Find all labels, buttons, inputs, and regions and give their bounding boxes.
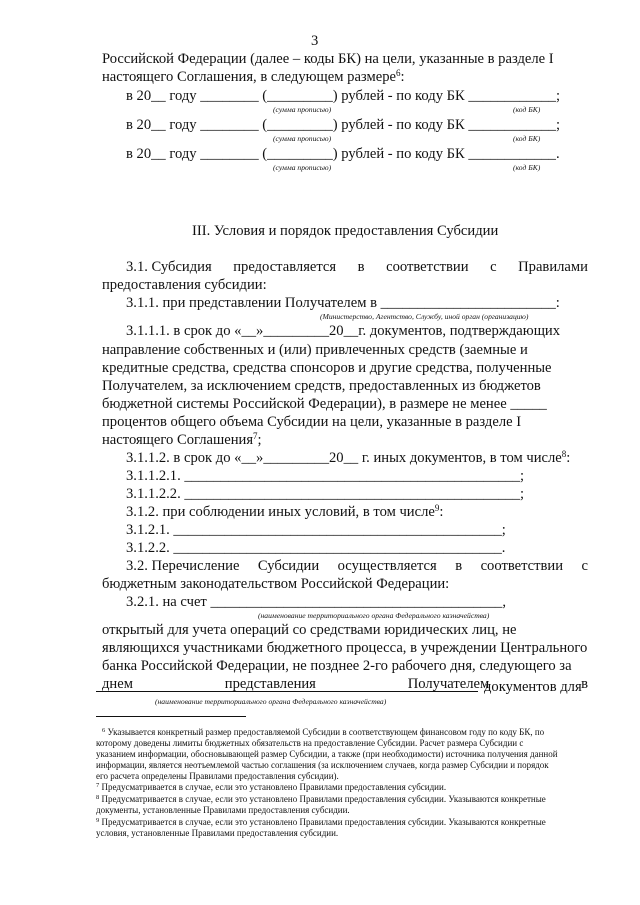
footnote-ref-9: 9 — [434, 503, 440, 513]
intro-line-2 — [102, 68, 405, 86]
p321-l4-w3: Получателем — [407, 676, 490, 692]
code-hint-1: (код БК) — [513, 105, 541, 114]
p312-end: : — [439, 504, 444, 520]
p31-w6: Правилами — [518, 259, 588, 275]
p3111-line-4: Получателем, за исключением средств, предоставленных из бюджетов — [102, 378, 541, 394]
p3111-line-7-end: ; — [257, 432, 262, 448]
p32-line-1 — [126, 557, 588, 575]
sum-hint-1: (сумма прописью) — [273, 105, 332, 114]
p3111-line-3: кредитные средства, средства спонсоров и другие средства, полученные — [102, 360, 552, 376]
p321-body-hint: (наименование территориального органа Федерального казначейства) — [155, 697, 387, 706]
p3112-text: 3.1.1.2. в срок до «__»_________20__ г. иных документов, в том числе — [126, 450, 562, 466]
page-number: 3 — [311, 33, 319, 49]
footnote-8-text-1: Предусматривается в случае, если это установлено Правилами предоставления субсидии. Указываются конкретные — [101, 794, 546, 804]
p31-w5: с — [490, 259, 497, 275]
intro-line-1: Российской Федерации (далее – коды БК) на цели, указанные в разделе I — [102, 51, 554, 67]
footnote-6-line-2: которому доведены лимиты бюджетных обязательств на предоставление Субсидии. Расчет размера Субсидии с — [96, 738, 524, 748]
p3111-line-5: бюджетной системы Российской Федерации), в размере не менее _____ — [102, 396, 547, 412]
p31-line-2: предоставления субсидии: — [102, 277, 267, 293]
section-title: III. Условия и порядок предоставления Субсидии — [192, 223, 499, 239]
footnote-7-number: 7 — [96, 782, 100, 789]
p3122-line: 3.1.2.2. _____________________________________________. — [126, 540, 506, 556]
footnote-7-line-1 — [96, 782, 446, 793]
p321-body-line-5-end: документов для — [484, 679, 582, 695]
p321-line: 3.2.1. на счет ________________________________________, — [126, 594, 506, 610]
footnote-9-text-1: Предусматривается в случае, если это установлено Правилами предоставления субсидии. Указываются конкретные — [101, 817, 546, 827]
p32-w1: 3.2. Перечисление — [126, 558, 240, 574]
p31-line-1 — [126, 258, 588, 276]
p31-w1: 3.1. Субсидия — [126, 259, 212, 275]
p31-w3: в — [357, 259, 365, 275]
sum-hint-2: (сумма прописью) — [273, 134, 332, 143]
p321-body-line-3: банка Российской Федерации, не позднее 2-го рабочего дня, следующего за — [102, 658, 572, 674]
p3111-line-2: направление собственных и (или) привлеченных средств (заемные и — [102, 342, 528, 358]
p321-hint: (наименование территориального органа Федерального казначейства) — [258, 611, 490, 620]
p3112-line — [126, 449, 570, 467]
code-hint-3: (код БК) — [513, 163, 541, 172]
p32-line-2: бюджетным законодательством Российской Федерации: — [102, 576, 450, 592]
p311-hint: (Министерство, Агентство, Службу, иной орган (организацию) — [320, 312, 529, 321]
p312-text: 3.1.2. при соблюдении иных условий, в том числе — [126, 504, 435, 520]
p311-line: 3.1.1. при представлении Получателем в ________________________: — [126, 295, 560, 311]
sum-hint-3: (сумма прописью) — [273, 163, 332, 172]
footnote-6-line-4: информации, является неотъемлемой частью соглашения (за исключением случаев, когда размер Субсидии и порядок — [96, 760, 549, 770]
footnote-separator — [96, 716, 246, 717]
p32-w4: в — [455, 558, 463, 574]
intro-line-2-end: : — [400, 69, 405, 85]
footnote-ref-7: 7 — [253, 431, 258, 441]
footnote-9-number: 9 — [96, 817, 100, 824]
footnote-ref-8: 8 — [561, 449, 567, 459]
p31121-line: 3.1.1.2.1. ______________________________________________; — [126, 468, 525, 484]
p321-l4-w4: в — [581, 676, 588, 692]
footnote-6-line-5: его расчета определены Правилами предоставления субсидии). — [96, 771, 339, 781]
footnote-6-number: 6 — [102, 727, 106, 734]
p32-w3: осуществляется — [337, 558, 437, 574]
budget-row-2: в 20__ году ________ (_________) рублей - по коду БК ____________; — [126, 117, 561, 133]
p32-w2: Субсидии — [257, 558, 320, 574]
p31122-line: 3.1.1.2.2. ______________________________________________; — [126, 486, 525, 502]
p321-body-line-2: являющихся участниками бюджетного процесса, в учреждении Центрального — [102, 640, 588, 656]
footnote-8-line-1 — [96, 794, 546, 805]
p321-body-line-1: открытый для учета операций со средствами юридических лиц, не — [102, 622, 517, 638]
budget-row-1: в 20__ году ________ (_________) рублей - по коду БК ____________; — [126, 88, 561, 104]
footnote-6-line-3: указанием информации, обосновывающей размер Субсидии, а также (при необходимости) источника получения данной — [96, 749, 558, 759]
budget-row-3: в 20__ году ________ (_________) рублей - по коду БК ____________. — [126, 146, 560, 162]
footnote-ref-6: 6 — [395, 68, 401, 78]
p321-l4-w2: представления — [224, 676, 316, 692]
p3112-end: : — [566, 450, 571, 466]
footnote-9-line-2: условия, установленные Правилами предоставления субсидии. — [96, 828, 339, 838]
p3111-line-7 — [102, 431, 262, 449]
footnote-9-line-1 — [96, 817, 546, 828]
p3111-line-6: процентов общего объема Субсидии на цели, указанные в разделе I — [102, 414, 522, 430]
p312-line — [126, 503, 443, 521]
code-hint-2: (код БК) — [513, 134, 541, 143]
footnote-8-line-2: документы, установленные Правилами предоставления субсидии. — [96, 805, 350, 815]
p31-w2: предоставляется — [233, 259, 337, 275]
p321-l4-w1: днем — [102, 676, 133, 692]
p3111-line-7-text: настоящего Соглашения — [102, 432, 254, 448]
p3111-line-1: 3.1.1.1. в срок до «__»_________20__г. документов, подтверждающих — [126, 323, 561, 339]
intro-line-2-text: настоящего Соглашения, в следующем размере — [102, 69, 396, 85]
footnote-6-text-1: Указывается конкретный размер предоставляемой Субсидии в соответствующем финансовом году по коду БК, по — [107, 727, 545, 737]
footnote-6-line-1 — [102, 727, 544, 738]
footnote-8-number: 8 — [96, 794, 100, 801]
footnote-7-text-1: Предусматривается в случае, если это установлено Правилами предоставления субсидии. — [101, 782, 447, 792]
p32-w6: с — [581, 558, 588, 574]
p321-body-blank-line — [96, 691, 478, 692]
p31-w4: соответствии — [386, 259, 469, 275]
p32-w5: соответствии — [480, 558, 564, 574]
p3121-line: 3.1.2.1. _____________________________________________; — [126, 522, 506, 538]
